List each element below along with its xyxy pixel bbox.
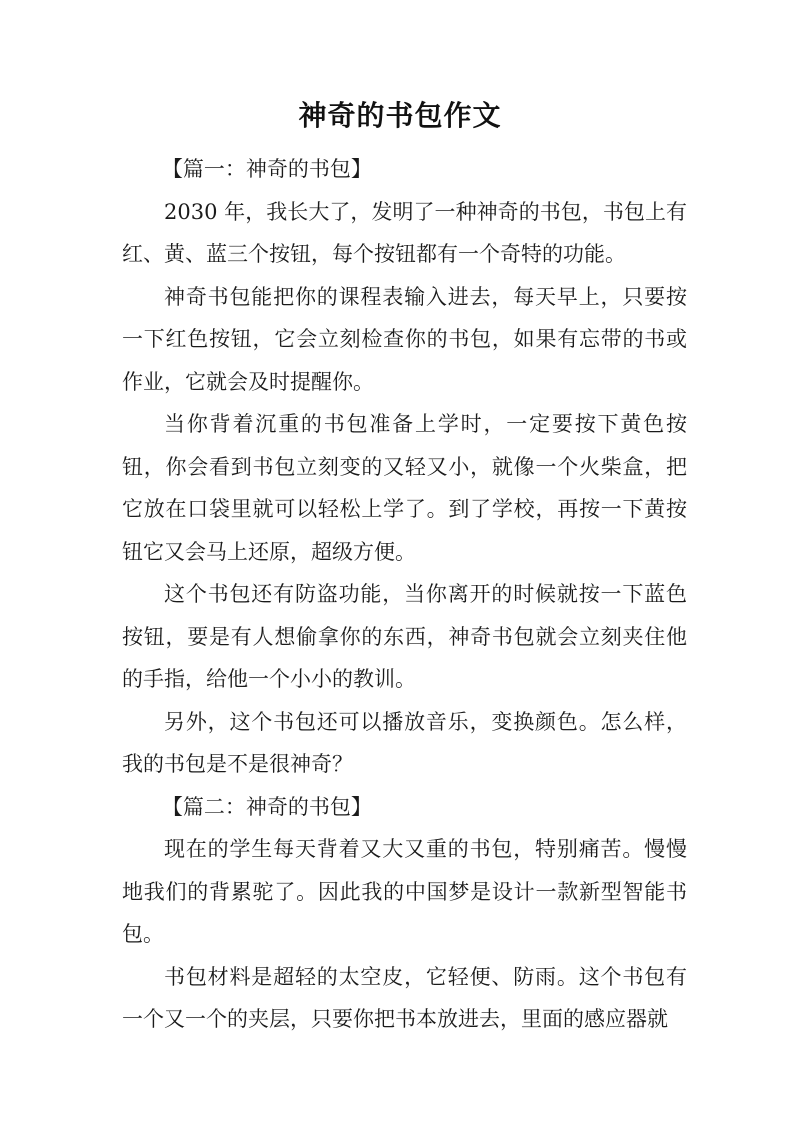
paragraph-7: 书包材料是超轻的太空皮，它轻便、防雨。这个书包有一个又一个的夹层，只要你把书本放进去，里面的感应器就: [122, 964, 687, 1031]
paragraph-5: 另外，这个书包还可以播放音乐，变换颜色。怎么样，我的书包是不是很神奇？: [122, 709, 687, 776]
document-body: [122, 148, 687, 1041]
document-title: 神奇的书包作文: [298, 99, 502, 132]
section-heading-1: 【篇一：神奇的书包】: [161, 157, 372, 181]
paragraph-1: 2030 年，我长大了，发明了一种神奇的书包，书包上有红、黄、蓝三个按钮，每个按钮都有一个奇特的功能。: [122, 199, 687, 266]
paragraph-3: 当你背着沉重的书包准备上学时，一定要按下黄色按钮，你会看到书包立刻变的又轻又小，就像一个火柴盒，把它放在口袋里就可以轻松上学了。到了学校，再按一下黄按钮它又会马上还原，超级方便。: [122, 412, 687, 564]
paragraph-6: 现在的学生每天背着又大又重的书包，特别痛苦。慢慢地我们的背累驼了。因此我的中国梦是设计一款新型智能书包。: [122, 837, 687, 946]
paragraph-2: 神奇书包能把你的课程表输入进去，每天早上，只要按一下红色按钮，它会立刻检查你的书包，如果有忘带的书或作业，它就会及时提醒你。: [122, 284, 687, 394]
paragraph-4: 这个书包还有防盗功能，当你离开的时候就按一下蓝色按钮，要是有人想偷拿你的东西，神奇书包就会立刻夹住他的手指，给他一个小小的教训。: [122, 582, 687, 691]
section-heading-2: 【篇二：神奇的书包】: [161, 794, 372, 819]
